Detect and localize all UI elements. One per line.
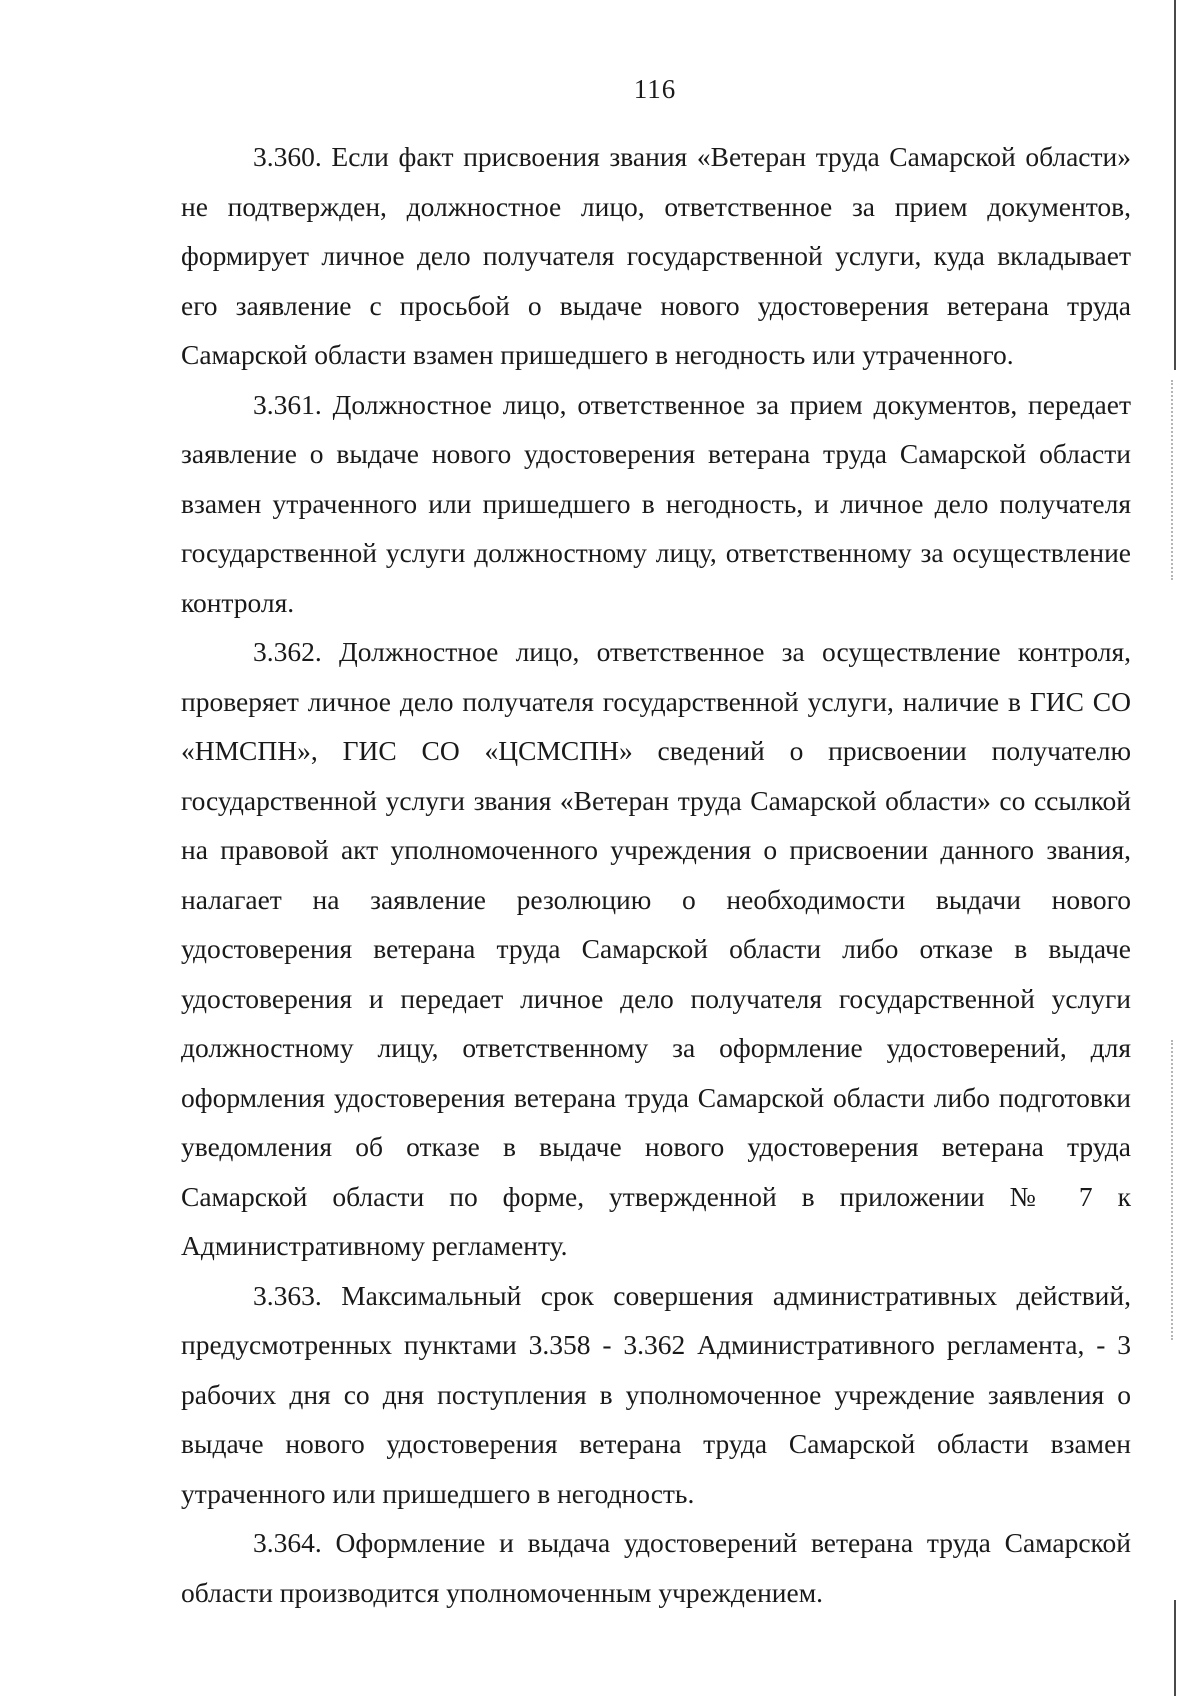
paragraph-3-361: 3.361. Должностное лицо, ответственное за прием документов, передает заявление о выдаче нового удостоверения ветерана труда Самарской области взамен утраченного или пришедшего в негодность, и личное дело получателя государственной услуги должностному лицу, ответственному за осуществление контроля.: [181, 388, 1131, 618]
scan-edge-dots-upper: [1171, 380, 1174, 580]
page-number: 116: [633, 74, 677, 104]
paragraph-3-364: 3.364. Оформление и выдача удостоверений ветерана труда Самарской области производится уполномоченным учреждением.: [181, 1527, 1131, 1608]
paragraph-3-363: 3.363. Максимальный срок совершения административных действий, предусмотренных пунктами 3.358 - 3.362 Административного регламента, - 3 рабочих дня со дня поступления в уполномоченное учреждение заявления о выдаче нового удостоверения ветерана труда Самарской области взамен утраченного или пришедшего в негодность.: [181, 1279, 1131, 1509]
scan-edge-line-top: [1174, 0, 1176, 370]
paragraph-3-362: 3.362. Должностное лицо, ответственное за осуществление контроля, проверяет личное дело получателя государственной услуги, наличие в ГИС СО «НМСПН», ГИС СО «ЦСМСПН» сведений о присвоении получателю государственной услуги звания «Ветеран труда Самарской области» со ссылкой на правовой акт уполномоченного учреждения о присвоении данного звания, налагает на заявление резолюцию о необходимости выдачи нового удостоверения ветерана труда Самарской области либо отказе в выдаче удостоверения и передает личное дело получателя государственной услуги должностному лицу, ответственному за оформление удостоверений, для оформления удостоверения ветерана труда Самарской области либо подготовки уведомления об отказе в выдаче нового удостоверения ветерана труда Самарской области по форме, утвержденной в приложении № 7 к Административному регламенту.: [181, 636, 1131, 1261]
paragraph-3-360: 3.360. Если факт присвоения звания «Ветеран труда Самарской области» не подтвержден, должностное лицо, ответственное за прием документов, формирует личное дело получателя государственной услуги, куда вкладывает его заявление с просьбой о выдаче нового удостоверения ветерана труда Самарской области взамен пришедшего в негодность или утраченного.: [181, 141, 1131, 370]
scan-edge-line-bottom: [1174, 1600, 1176, 1696]
document-body: [181, 132, 1131, 1617]
scan-edge-dots-lower: [1171, 1040, 1174, 1340]
